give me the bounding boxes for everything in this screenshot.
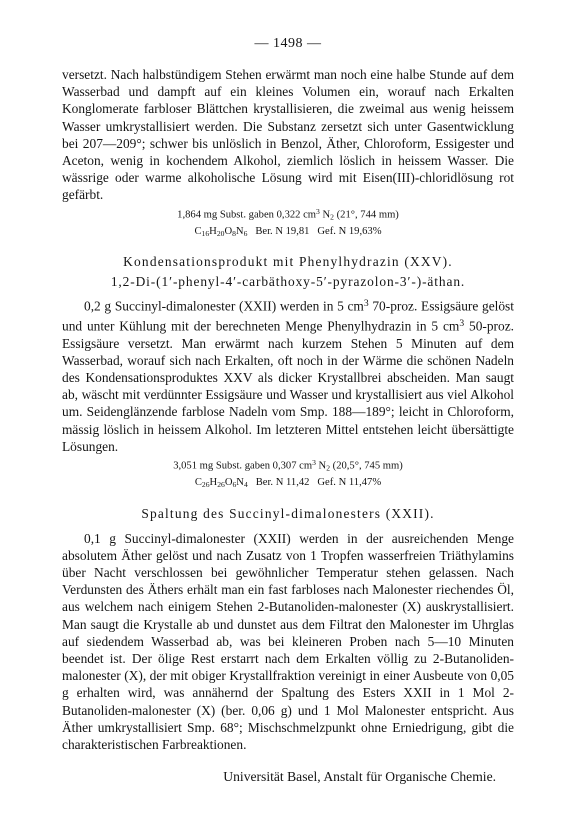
analysis-2-measurement: 3,051 mg Subst. gaben 0,307 $cm^3$ $N_2$ (20,5°, 745 mm)	[173, 457, 403, 473]
section-subheading-compound: 1,2-Di-(1′-phenyl-4′-carbäthoxy-5′-pyrazolon-3′-)-äthan.	[110, 274, 466, 290]
analysis-1-measurement: 1,864 mg Subst. gaben 0,322 $cm^3$ $N_2$ (21°, 744 mm)	[177, 206, 399, 221]
paragraph-continuation: versetzt. Nach halbstündigem Stehen erwärmt man noch eine halbe Stunde auf dem Wasserbad und dampft auf ein kleines Volumen ein, worauf nach Erkalten Konglomerate farbloser Blättchen krystallisieren, die zweimal aus wenig heissem Wasser umkrystallisiert werden. Die Substanz zersetzt sich unter Gasentwicklung bei 207—209°; schwer bis unlöslich in Benzol, Äther, Chloroform, Essigester und Aceton, wenig in kochendem Alkohol, ziemlich löslich in heissem Wasser. Die wässrige oder warme alkoholische Lösung wird mit Eisen(III)-chloridlösung rot gefärbt.	[62, 67, 514, 203]
paragraph-condensation: 0,2 g Succinyl-dimalonester (XXII) werden in 5 $cm^3$ 70-proz. Essigsäure gelöst und unter Kühlung mit der berechneten Menge Phenylhydrazin in 5 $cm^3$ 50-proz. Essigsäure versetzt. Man erwärmt nach kurzem Stehen 5 Minuten auf dem Wasserbad, worauf sich nach Erkalten, oft noch in der Wärme die schönen Nadeln des Kondensationsproduktes XXV als dicker Krystallbrei abscheiden. Man saugt ab, wäscht mit verdünnter Essigsäure und Wasser und krystallisiert aus viel Alkohol um. Seidenglänzende farblose Nadeln vom Smp. 188—189°; leicht in Chloroform, mässig löslich in heissem Alkohol. Im letzteren Mittel entstehen leicht übersättigte Lösungen.	[62, 298, 515, 454]
elemental-analysis-2	[62, 456, 514, 492]
section-heading-condensation: Kondensationsprodukt mit Phenylhydrazin (XXV).	[123, 254, 453, 270]
analysis-1-formula: $C_{16}H_{20}O_8N_6$ Ber. N 19,81 Gef. N 19,63%	[194, 225, 382, 238]
section-heading-cleavage: Spaltung des Succinyl-dimalonesters (XXII).	[141, 506, 435, 522]
institution-footer: Universität Basel, Anstalt für Organische Chemie.	[223, 769, 496, 785]
paragraph-cleavage: 0,1 g Succinyl-dimalonester (XXII) werden in der ausreichenden Menge absolutem Äther gelöst und nach Zusatz von 1 Tropfen wasserfreien Triäthylamins über Nacht verschlossen bei gewöhnlicher Temperatur stehen gelassen. Nach Verdunsten des Äthers erhält man ein fast farbloses nach Malonester riechendes Öl, aus welchem nach einigem Stehen 2-Butanoliden-malonester (X) auskrystallisiert. Man saugt die Krystalle ab und dunstet aus dem Filtrat den Malonester im Uhrglas auf siedendem Wasserbad ab, was bei kleineren Proben nach 5—10 Minuten beendet ist. Der ölige Rest erstarrt nach dem Erkalten völlig zu 2-Butanoliden-malonester (X), der mit obiger Krystallfraktion vereinigt in einer Ausbeute von 0,05 g erhalten wird, was annähernd der Spaltung des Esters XXII in 1 Mol 2-Butanoliden-malonester (X) (ber. 0,06 g) und 1 Mol Malonester entspricht. Aus Äther umkrystallisiert Smp. 68°; Mischschmelzpunkt ohne Erniedrigung, gibt die charakteristischen Farbreaktionen.	[62, 530, 514, 752]
elemental-analysis-1	[62, 205, 514, 241]
page-number: — 1498 —	[254, 36, 322, 51]
page	[62, 36, 514, 785]
analysis-2-formula: $C_{26}H_{26}O_6N_4$ Ber. N 11,42 Gef. N 11,47%	[194, 476, 382, 489]
